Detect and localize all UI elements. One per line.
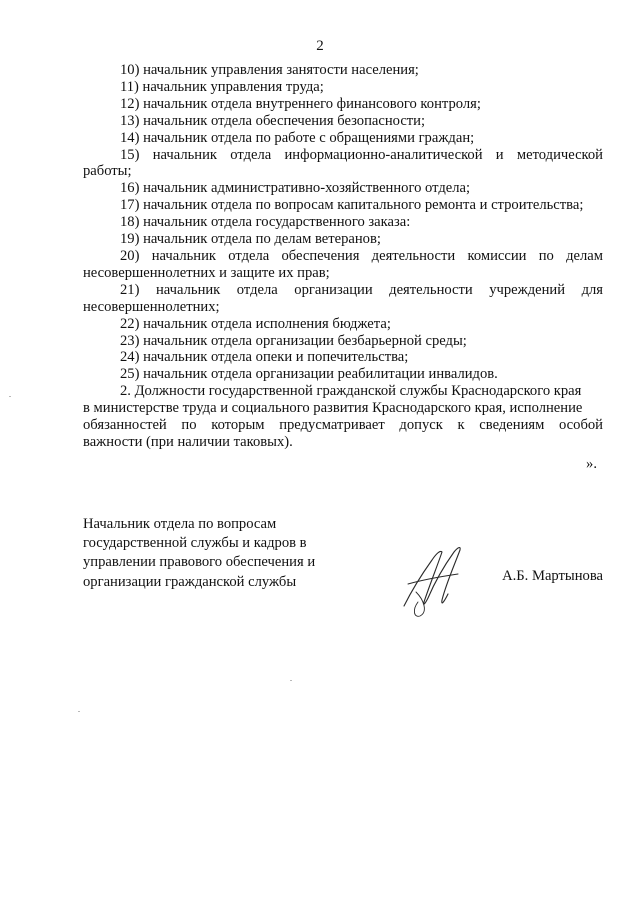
list-item: 18) начальник отдела государственного заказа:: [120, 214, 411, 231]
paragraph-2-line: важности (при наличии таковых).: [83, 433, 293, 450]
scan-speck: [78, 711, 80, 712]
page-number: 2: [316, 38, 324, 54]
paragraph-2: [83, 383, 603, 451]
list-item: 24) начальник отдела опеки и попечительства;: [120, 349, 409, 366]
list-item-continuation: работы;: [83, 163, 132, 180]
paragraph-2-line: обязанностей по которым предусматривает допуск к сведениям особой: [83, 417, 603, 434]
list-item-continuation: несовершеннолетних;: [83, 298, 220, 315]
paragraph-2-line: 2. Должности государственной гражданской службы Краснодарского края: [120, 383, 582, 400]
signatory-title-line: организации гражданской службы: [83, 573, 297, 590]
scan-speck: [9, 396, 11, 397]
list-item: 22) начальник отдела исполнения бюджета;: [120, 315, 391, 332]
list-item: 14) начальник отдела по работе с обращениями граждан;: [120, 129, 475, 146]
list-item: 21) начальник отдела организации деятельности учреждений для: [120, 281, 603, 298]
signatory-title-line: Начальник отдела по вопросам: [83, 516, 277, 532]
signatory-title-line: государственной службы и кадров в: [83, 535, 307, 552]
list-item: 25) начальник отдела организации реабилитации инвалидов.: [120, 366, 498, 383]
list-item: 13) начальник отдела обеспечения безопасности;: [120, 112, 426, 129]
signatory-name: А.Б. Мартынова: [502, 568, 603, 584]
list-item: 11) начальник управления труда;: [120, 78, 324, 95]
list-item: 16) начальник административно-хозяйственного отдела;: [120, 180, 471, 197]
position-list: [83, 62, 603, 383]
scan-speck: [290, 680, 292, 681]
list-item: 20) начальник отдела обеспечения деятельности комиссии по делам: [120, 247, 603, 264]
list-item: 23) начальник отдела организации безбарьерной среды;: [120, 332, 467, 349]
closing-quote: ».: [586, 455, 597, 472]
list-item: 19) начальник отдела по делам ветеранов;: [120, 231, 381, 248]
list-item: 12) начальник отдела внутреннего финансового контроля;: [120, 95, 481, 112]
signatory-title: [83, 515, 315, 592]
list-item: 10) начальник управления занятости населения;: [120, 62, 419, 78]
document-body: [83, 62, 603, 473]
list-item: 17) начальник отдела по вопросам капитального ремонта и строительства;: [120, 197, 584, 214]
paragraph-2-line: в министерстве труда и социального развития Краснодарского края, исполнение: [83, 400, 583, 417]
list-item: 15) начальник отдела информационно-аналитической и методической: [120, 146, 603, 163]
list-item-continuation: несовершеннолетних и защите их прав;: [83, 264, 330, 281]
signatory-title-line: управлении правового обеспечения и: [83, 554, 316, 571]
handwritten-signature: [398, 540, 468, 620]
